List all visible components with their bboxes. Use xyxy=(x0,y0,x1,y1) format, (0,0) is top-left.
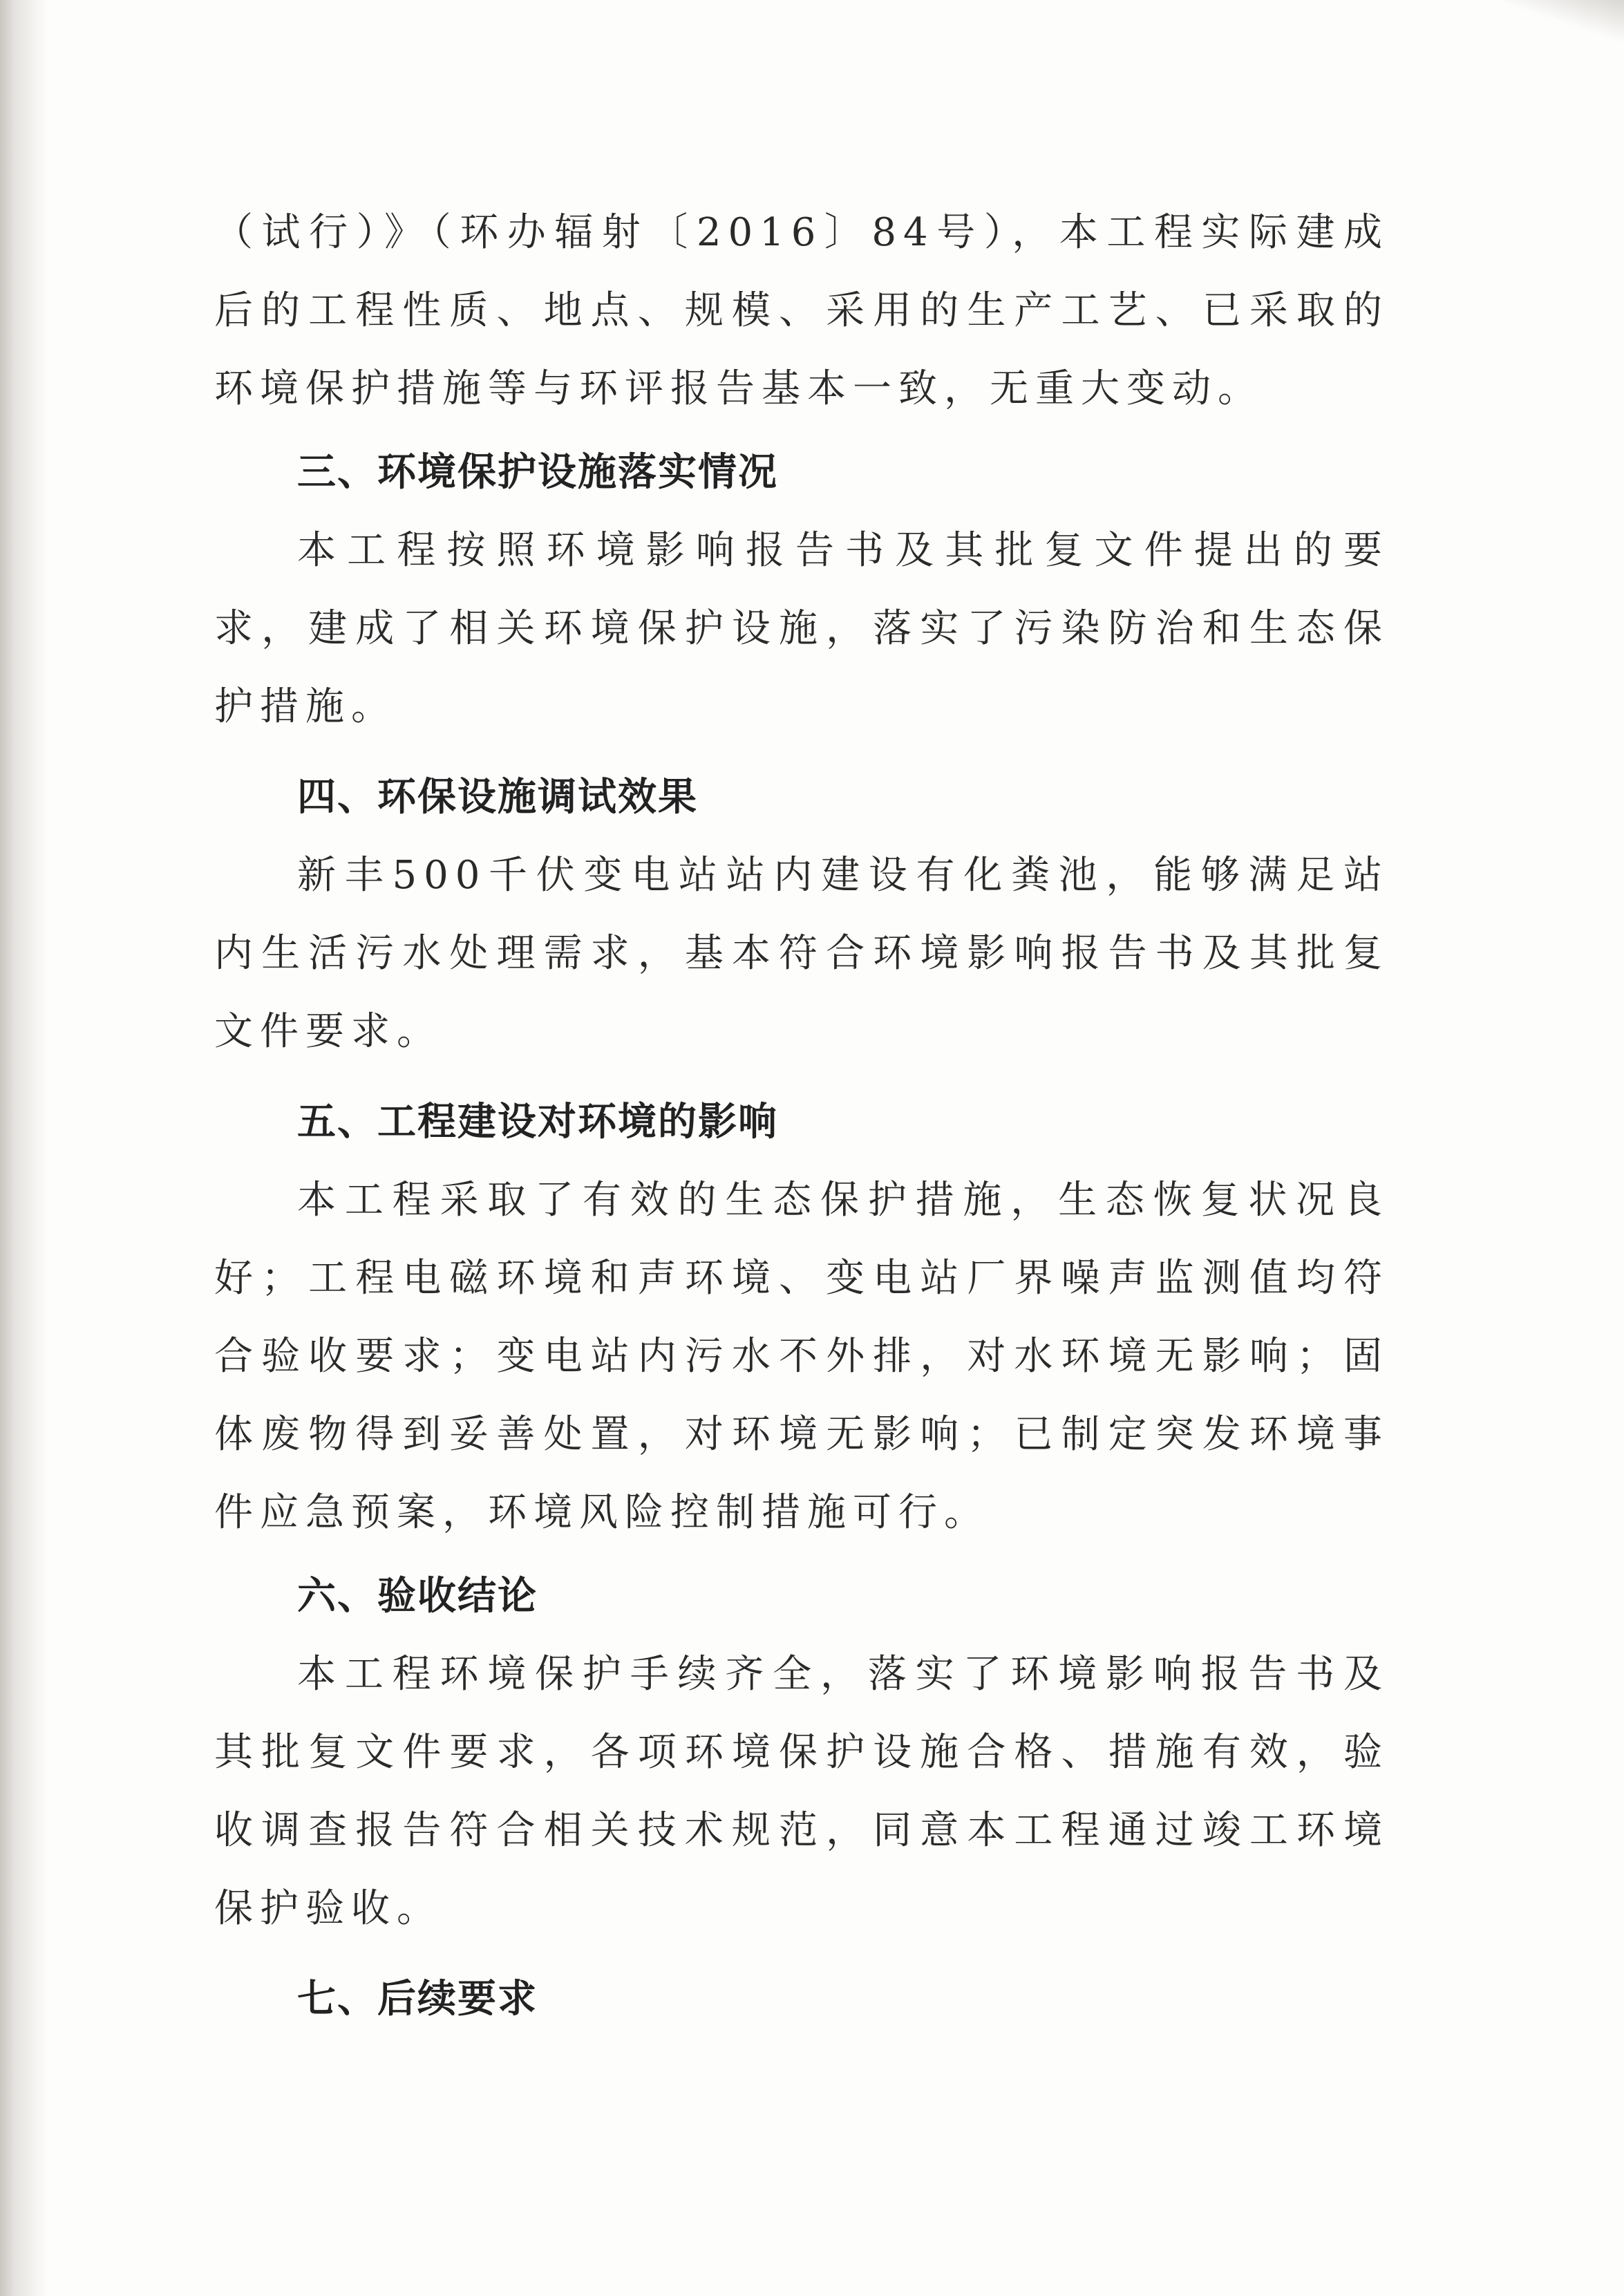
paragraph-section-6: 本工程环境保护手续齐全，落实了环境影响报告书及其批复文件要求，各项环境保护设施合格、措施有效，验收调查报告符合相关技术规范，同意本工程通过竣工环境保护验收。 xyxy=(214,1652,1389,1931)
paragraph-continuation: （试行）》（环办辐射〔2016〕84号），本工程实际建成后的工程性质、地点、规模、采用的生产工艺、已采取的环境保护措施等与环评报告基本一致，无重大变动。 xyxy=(214,210,1389,411)
section-heading-3: 三、环境保护设施落实情况 xyxy=(297,450,778,495)
document-body xyxy=(214,194,1389,2038)
paragraph-section-3: 本工程按照环境影响报告书及其批复文件提出的要求，建成了相关环境保护设施，落实了污染防治和生态保护措施。 xyxy=(214,528,1389,729)
section-heading-6: 六、验收结论 xyxy=(297,1574,538,1619)
page-edge-shadow xyxy=(0,0,48,2296)
page-corner-shadow xyxy=(1500,0,1624,41)
section-heading-4: 四、环保设施调试效果 xyxy=(297,775,698,820)
paragraph-section-4: 新丰500千伏变电站站内建设有化粪池，能够满足站内生活污水处理需求，基本符合环境影响报告书及其批复文件要求。 xyxy=(214,853,1389,1054)
section-heading-7: 七、后续要求 xyxy=(297,1977,538,2022)
section-heading-5: 五、工程建设对环境的影响 xyxy=(297,1100,778,1145)
paragraph-section-5: 本工程采取了有效的生态保护措施，生态恢复状况良好；工程电磁环境和声环境、变电站厂界噪声监测值均符合验收要求；变电站内污水不外排，对水环境无影响；固体废物得到妥善处置，对环境无影响；已制定突发环境事件应急预案，环境风险控制措施可行。 xyxy=(214,1178,1389,1535)
